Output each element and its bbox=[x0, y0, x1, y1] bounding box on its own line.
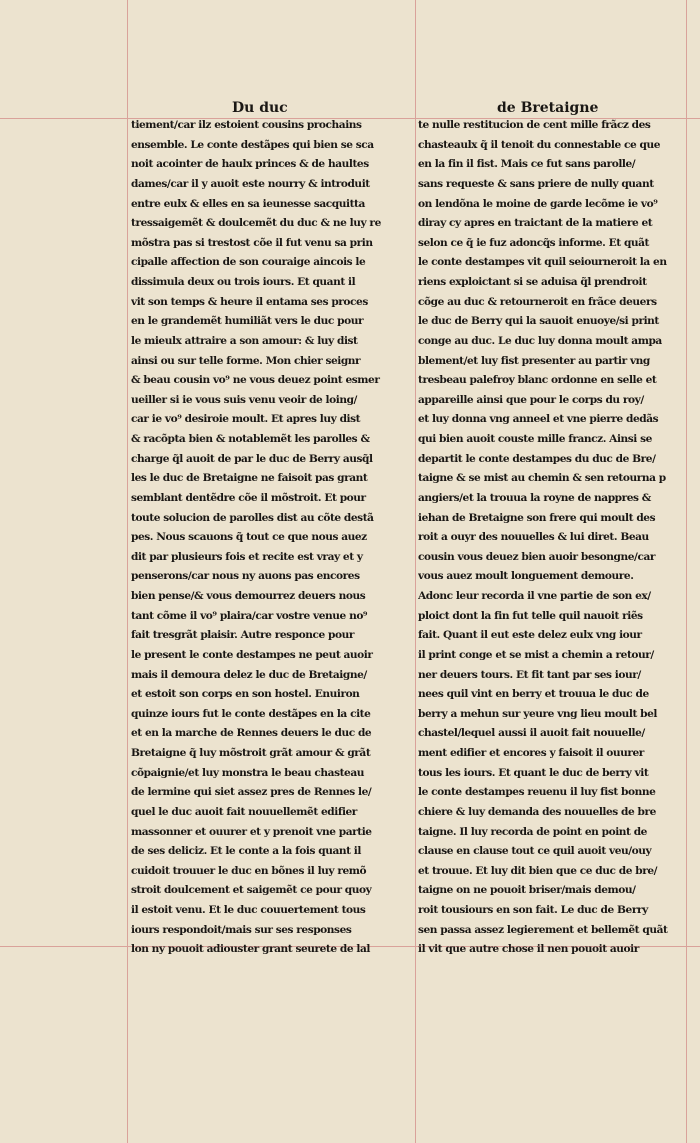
left-column-line: de ses deliciz. Et le conte a la fois quant il bbox=[131, 845, 361, 858]
left-column-line: charge q̃l auoit de par le duc de Berry ausq̃l bbox=[131, 452, 373, 465]
right-column-line: angiers/et la trouua la royne de nappres & bbox=[418, 491, 651, 504]
left-column-line: pes. Nous scauons q̃ tout ce que nous auez bbox=[131, 531, 367, 544]
right-column-line: sans requeste & sans priere de nully quant bbox=[418, 177, 654, 190]
right-column-line: et trouue. Et luy dit bien que ce duc de bre/ bbox=[418, 864, 658, 877]
left-column-line: en le grandemẽt humiliãt vers le duc pour bbox=[131, 315, 364, 328]
right-column-line: qui bien auoit couste mille francz. Ainsi se bbox=[418, 433, 652, 445]
right-column-line: vous auez moult longuement demoure. bbox=[418, 570, 634, 583]
right-column-line: ment edifier et encores y faisoit il ouurer bbox=[418, 747, 644, 759]
right-column-line: blement/et luy fist presenter au partir vng bbox=[418, 354, 650, 367]
left-column-line: lon ny pouoit adiouster grant seurete de lal bbox=[131, 943, 370, 956]
right-text-column bbox=[418, 116, 692, 960]
right-column-line: conge au duc. Le duc luy donna moult ampa bbox=[418, 334, 662, 347]
left-column-line: fait tresgrãt plaisir. Autre responce pour bbox=[131, 629, 354, 642]
right-column-line: tous les iours. Et quant le duc de berry vit bbox=[418, 766, 649, 779]
right-column-line: chastel/lequel aussi il auoit fait nouuelle/ bbox=[418, 727, 645, 740]
right-column-line: roit tousiours en son fait. Le duc de Berry bbox=[418, 904, 648, 916]
left-column-line: le present le conte destampes ne peut auoir bbox=[131, 648, 373, 661]
left-column-line: cõpaignie/et luy monstra le beau chasteau bbox=[131, 766, 365, 779]
right-column-line: clause en clause tout ce quil auoit veu/ouy bbox=[418, 845, 652, 858]
left-column-line: ainsi ou sur telle forme. Mon chier seignr bbox=[131, 354, 361, 367]
right-column-line: departit le conte destampes du duc de Bre/ bbox=[418, 452, 656, 465]
left-column-line: tant cõme il vo⁹ plaira/car vostre venue no⁹ bbox=[131, 609, 368, 622]
left-column-line: penserons/car nous ny auons pas encores bbox=[131, 570, 360, 583]
left-column-line: & racõpta bien & notablemẽt les parolles & bbox=[131, 433, 370, 445]
right-column-line: cõge au duc & retourneroit en frãce deuers bbox=[418, 295, 657, 308]
right-column-line: selon ce q̃ ie fuz adoncq̃s informe. Et quãt bbox=[418, 236, 650, 249]
right-column-line: tresbeau palefroy blanc ordonne en selle et bbox=[418, 374, 657, 387]
right-column-line: ploict dont la fin fut telle quil nauoit riẽs bbox=[418, 609, 643, 622]
left-column-line: noit acointer de haulx princes & de haultes bbox=[131, 158, 369, 171]
left-text-column bbox=[131, 116, 405, 960]
left-column-line: car ie vo⁹ desiroie moult. Et apres luy dist bbox=[131, 413, 361, 426]
right-column-line: taigne. Il luy recorda de point en point de bbox=[418, 825, 647, 838]
running-header-right: de Bretaigne bbox=[497, 100, 599, 116]
left-column-line: semblant dentẽdre cõe il mõstroit. Et pour bbox=[131, 491, 366, 504]
right-column-line: chasteaulx q̃ il tenoit du connestable ce que bbox=[418, 138, 661, 151]
left-column-line: mais il demoura delez le duc de Bretaigne/ bbox=[131, 668, 367, 681]
right-column-line: le conte destampes reuenu il luy fist bonne bbox=[418, 786, 656, 799]
right-column-line: Adonc leur recorda il vne partie de son ex/ bbox=[418, 590, 651, 602]
left-column-line: cipalle affection de son couraige aincois le bbox=[131, 256, 366, 269]
right-column-line: te nulle restitucion de cent mille frãcz des bbox=[418, 119, 651, 131]
left-column-line: dissimula deux ou trois iours. Et quant il bbox=[131, 276, 356, 288]
right-column-line: taigne on ne pouoit briser/mais demou/ bbox=[418, 884, 636, 897]
left-column-line: le mieulx attraire a son amour: & luy dist bbox=[131, 334, 358, 347]
left-column-line: quel le duc auoit fait nouuellemẽt edifier bbox=[131, 805, 357, 818]
right-column-line: iehan de Bretaigne son frere qui moult des bbox=[418, 511, 656, 524]
column-divider-rule bbox=[415, 0, 416, 1143]
left-margin-rule bbox=[127, 0, 128, 1143]
right-column-line: il vit que autre chose il nen pouoit auoir bbox=[418, 943, 639, 956]
left-column-line: & beau cousin vo⁹ ne vous deuez point esmer bbox=[131, 374, 380, 387]
right-column-line: diray cy apres en traictant de la matiere et bbox=[418, 217, 653, 230]
left-column-line: Bretaigne q̃ luy mõstroit grãt amour & grãt bbox=[131, 747, 371, 759]
right-column-line: taigne & se mist au chemin & sen retourna p bbox=[418, 472, 666, 485]
left-column-line: bien pense/& vous demourrez deuers nous bbox=[131, 590, 366, 602]
left-column-line: les le duc de Bretaigne ne faisoit pas grant bbox=[131, 472, 368, 485]
left-column-line: tressaigemẽt & doulcemẽt du duc & ne luy re bbox=[131, 217, 381, 230]
right-column-line: ner deuers tours. Et fit tant par ses iour/ bbox=[418, 668, 641, 681]
left-column-line: massonner et ouurer et y prenoit vne partie bbox=[131, 825, 372, 838]
left-column-line: et estoit son corps en son hostel. Enuiron bbox=[131, 688, 360, 701]
left-column-line: entre eulx & elles en sa ieunesse sacquitta bbox=[131, 197, 365, 210]
right-column-line: on lendõna le moine de garde lecõme ie vo⁹ bbox=[418, 197, 658, 210]
right-column-line: roit a ouyr des nouuelles & lui diret. Beau bbox=[418, 531, 649, 544]
left-column-line: vit son temps & heure il entama ses proces bbox=[131, 295, 368, 308]
right-column-line: et luy donna vng anneel et vne pierre dedãs bbox=[418, 413, 659, 426]
left-column-line: dit par plusieurs fois et recite est vray et y bbox=[131, 550, 363, 563]
left-column-line: iours respondoit/mais sur ses responses bbox=[131, 923, 352, 936]
right-column-line: chiere & luy demanda des nouuelles de bre bbox=[418, 805, 656, 818]
right-column-line: appareille ainsi que pour le corps du roy/ bbox=[418, 393, 644, 406]
left-column-line: il estoit venu. Et le duc couuertement tous bbox=[131, 904, 366, 916]
left-column-line: ueiller si ie vous suis venu veoir de loing/ bbox=[131, 393, 357, 406]
right-column-line: il print conge et se mist a chemin a retour/ bbox=[418, 648, 654, 661]
left-column-line: ensemble. Le conte destãpes qui bien se sca bbox=[131, 138, 374, 151]
left-column-line: quinze iours fut le conte destãpes en la cite bbox=[131, 707, 371, 720]
left-column-line: dames/car il y auoit este nourry & introduit bbox=[131, 177, 370, 190]
right-column-line: sen passa assez legierement et bellemẽt quãt bbox=[418, 923, 668, 936]
left-column-line: stroit doulcement et saigemẽt ce pour quoy bbox=[131, 884, 372, 897]
right-column-line: le duc de Berry qui la sauoit enuoye/si print bbox=[418, 315, 659, 328]
right-column-line: fait. Quant il eut este delez eulx vng iour bbox=[418, 629, 642, 642]
right-column-line: nees quil vint en berry et trouua le duc de bbox=[418, 688, 649, 701]
right-column-line: riens exploictant si se aduisa q̃l prendroit bbox=[418, 276, 647, 288]
left-column-line: toute solucion de parolles dist au cõte destã bbox=[131, 511, 374, 524]
left-column-line: et en la marche de Rennes deuers le duc de bbox=[131, 727, 372, 740]
right-column-line: le conte destampes vit quil seiourneroit la en bbox=[418, 256, 667, 269]
running-header-left: Du duc bbox=[232, 100, 288, 116]
left-column-line: cuidoit trouuer le duc en bõnes il luy remõ bbox=[131, 864, 367, 877]
left-column-line: de lermine qui siet assez pres de Rennes le/ bbox=[131, 786, 372, 799]
right-column-line: berry a mehun sur yeure vng lieu moult bel bbox=[418, 707, 657, 720]
right-column-line: en la fin il fist. Mais ce fut sans parolle/ bbox=[418, 158, 636, 171]
left-column-line: tiement/car ilz estoient cousins prochains bbox=[131, 119, 362, 131]
right-column-line: cousin vous deuez bien auoir besongne/car bbox=[418, 550, 656, 563]
left-column-line: mõstra pas si trestost cõe il fut venu sa prin bbox=[131, 236, 373, 249]
